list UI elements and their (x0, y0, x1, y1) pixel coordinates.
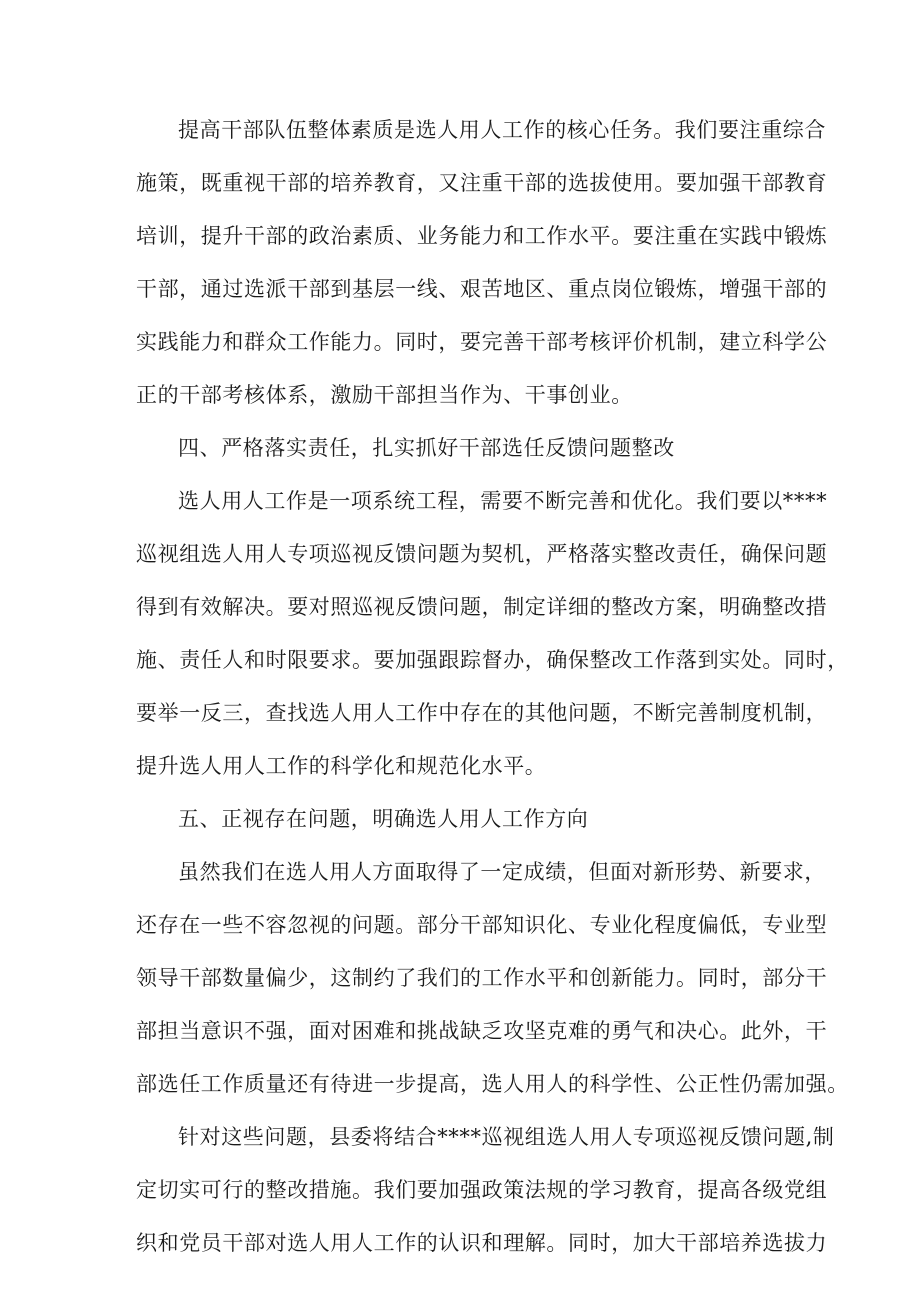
paragraph-1-line-6: 正的干部考核体系，激励干部担当作为、干事创业。 (136, 383, 633, 407)
paragraph-2-line-4: 施、责任人和时限要求。要加强跟踪督办，确保整改工作落到实处。同时， (136, 648, 849, 672)
paragraph-2-line-1: 选人用人工作是一项系统工程，需要不断完善和优化。我们要以**** (178, 489, 828, 513)
section-heading-5: 五、正视存在问题，明确选人用人工作方向 (178, 807, 589, 831)
paragraph-2-line-2: 巡视组选人用人专项巡视反馈问题为契机，严格落实整改责任，确保问题 (136, 542, 828, 566)
paragraph-3-line-4: 部担当意识不强，面对困难和挑战缺乏攻坚克难的勇气和决心。此外，干 (136, 1019, 828, 1043)
paragraph-1-line-5: 实践能力和群众工作能力。同时，要完善干部考核评价机制，建立科学公 (136, 330, 828, 354)
paragraph-2-line-6: 提升选人用人工作的科学化和规范化水平。 (136, 754, 547, 778)
paragraph-1-line-4: 干部，通过选派干部到基层一线、艰苦地区、重点岗位锻炼，增强干部的 (136, 277, 828, 301)
paragraph-4-line-1: 针对这些问题，县委将结合****巡视组选人用人专项巡视反馈问题,制 (178, 1125, 835, 1149)
paragraph-2-line-3: 得到有效解决。要对照巡视反馈问题，制定详细的整改方案，明确整改措 (136, 595, 828, 619)
paragraph-3-line-5: 部选任工作质量还有待进一步提高，选人用人的科学性、公正性仍需加强。 (136, 1072, 849, 1096)
paragraph-1-line-1: 提高干部队伍整体素质是选人用人工作的核心任务。我们要注重综合 (178, 118, 826, 142)
paragraph-3-line-2: 还存在一些不容忽视的问题。部分干部知识化、专业化程度偏低，专业型 (136, 913, 828, 937)
paragraph-3-line-3: 领导干部数量偏少，这制约了我们的工作水平和创新能力。同时，部分干 (136, 966, 828, 990)
paragraph-1-line-2: 施策，既重视干部的培养教育，又注重干部的选拔使用。要加强干部教育 (136, 171, 828, 195)
paragraph-4-line-2: 定切实可行的整改措施。我们要加强政策法规的学习教育，提高各级党组 (136, 1178, 828, 1202)
paragraph-4-line-3: 织和党员干部对选人用人工作的认识和理解。同时，加大干部培养选拔力 (136, 1231, 828, 1255)
paragraph-3-line-1: 虽然我们在选人用人方面取得了一定成绩，但面对新形势、新要求， (178, 860, 826, 884)
section-heading-4: 四、严格落实责任，扎实抓好干部选任反馈问题整改 (178, 436, 675, 460)
paragraph-1-line-3: 培训，提升干部的政治素质、业务能力和工作水平。要注重在实践中锻炼 (136, 224, 828, 248)
paragraph-2-line-5: 要举一反三，查找选人用人工作中存在的其他问题，不断完善制度机制， (136, 701, 828, 725)
